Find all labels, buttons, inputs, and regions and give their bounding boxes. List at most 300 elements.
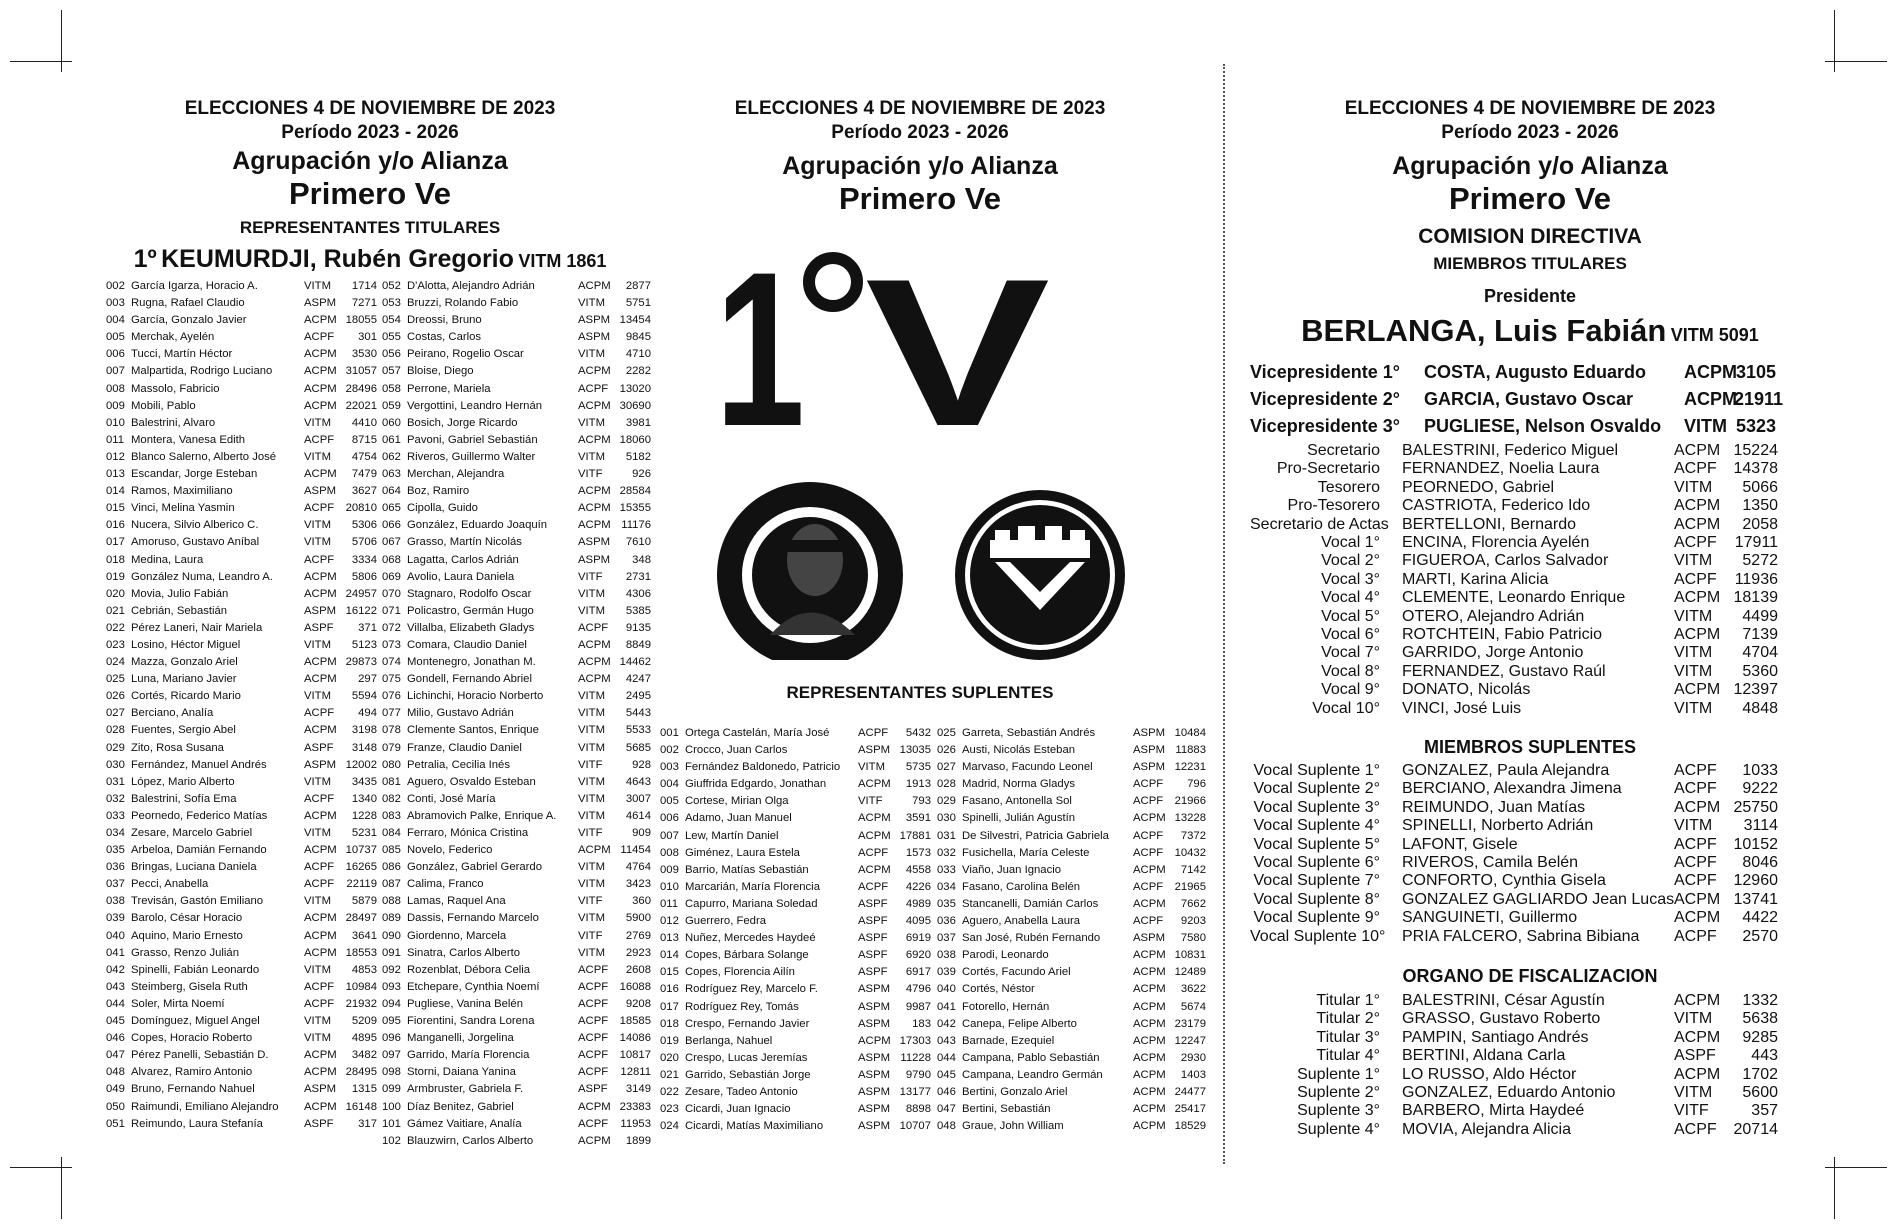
member-name: Copes, Horacio Roberto bbox=[131, 1032, 253, 1045]
role-row bbox=[1250, 534, 1778, 552]
member-id: 6917 bbox=[905, 966, 931, 979]
member-number: 061 bbox=[382, 433, 401, 446]
period: Período 2023 - 2026 bbox=[1441, 122, 1619, 143]
member-category: ACPM bbox=[1133, 1017, 1166, 1030]
role-id: 5066 bbox=[1742, 478, 1778, 496]
member-id: 7142 bbox=[1180, 863, 1206, 876]
member-row bbox=[937, 1084, 1206, 1101]
member-row bbox=[106, 671, 377, 688]
member-id: 4558 bbox=[905, 863, 931, 876]
member-name: Bruno, Fernando Nahuel bbox=[131, 1083, 255, 1096]
member-name: Blauzwirn, Carlos Alberto bbox=[407, 1134, 534, 1147]
shield-icon bbox=[960, 495, 1120, 655]
member-name: Zesare, Marcelo Gabriel bbox=[131, 827, 253, 839]
member-id: 3482 bbox=[351, 1049, 377, 1062]
member-row bbox=[382, 312, 651, 329]
seal-icon bbox=[717, 482, 903, 660]
member-row bbox=[106, 295, 377, 312]
member-id: 28584 bbox=[619, 485, 651, 498]
member-category: ASPF bbox=[858, 897, 888, 910]
role-name: LO RUSSO, Aldo Héctor bbox=[1402, 1065, 1577, 1083]
member-row bbox=[106, 1116, 377, 1133]
member-name: Pérez Panelli, Sebastián D. bbox=[131, 1049, 269, 1062]
member-row bbox=[382, 791, 651, 808]
member-number: 034 bbox=[106, 827, 125, 839]
member-name: Domínguez, Miguel Angel bbox=[131, 1015, 260, 1028]
member-number: 039 bbox=[937, 966, 956, 979]
member-category: ACPM bbox=[1133, 897, 1166, 910]
member-name: González, Gabriel Gerardo bbox=[407, 861, 543, 874]
role-category: ACPM bbox=[1674, 992, 1721, 1009]
group-label: Agrupación y/o Alianza bbox=[1392, 152, 1668, 180]
role-name: PEORNEDO, Gabriel bbox=[1402, 478, 1555, 496]
member-category: VITM bbox=[578, 775, 605, 788]
member-name: Villalba, Elizabeth Gladys bbox=[407, 621, 535, 634]
member-row bbox=[937, 759, 1206, 776]
member-row bbox=[382, 603, 651, 620]
member-number: 016 bbox=[660, 983, 679, 996]
member-row bbox=[382, 705, 651, 722]
role-name: GONZALEZ, Eduardo Antonio bbox=[1402, 1084, 1616, 1101]
member-number: 028 bbox=[937, 778, 956, 791]
election-title: ELECCIONES 4 DE NOVIEMBRE DE 2023 bbox=[184, 98, 556, 119]
member-category: ACPF bbox=[578, 382, 609, 395]
member-row bbox=[106, 381, 377, 398]
member-number: 102 bbox=[382, 1134, 401, 1147]
member-number: 064 bbox=[382, 485, 401, 498]
member-name: Spinelli, Fabián Leonardo bbox=[131, 963, 260, 976]
role-category: VITM bbox=[1674, 478, 1713, 496]
role-id: 4704 bbox=[1742, 644, 1778, 662]
role-label: Vicepresidente 1° bbox=[1250, 362, 1400, 382]
member-number: 012 bbox=[660, 915, 679, 928]
member-name: Gondell, Fernando Abriel bbox=[407, 673, 532, 686]
member-row bbox=[660, 1084, 931, 1101]
member-name: Soler, Mirta Noemí bbox=[131, 997, 225, 1010]
member-category: VITF bbox=[578, 929, 603, 942]
member-row bbox=[106, 637, 377, 654]
member-number: 003 bbox=[660, 761, 679, 774]
member-id: 13454 bbox=[619, 314, 651, 327]
member-number: 024 bbox=[106, 656, 125, 669]
member-row bbox=[106, 791, 377, 808]
role-category: VITF bbox=[1674, 1102, 1709, 1120]
member-row bbox=[106, 500, 377, 517]
crop-mark bbox=[10, 61, 72, 62]
role-label: Suplente 4° bbox=[1297, 1120, 1380, 1138]
period: Período 2023 - 2026 bbox=[281, 122, 459, 143]
member-category: VITM bbox=[578, 809, 605, 822]
member-number: 065 bbox=[382, 502, 401, 515]
role-id: 3114 bbox=[1743, 817, 1778, 835]
member-name: Zesare, Tadeo Antonio bbox=[685, 1085, 798, 1098]
role-label: Vocal 3° bbox=[1321, 570, 1380, 588]
role-name: REIMUNDO, Juan Matías bbox=[1402, 798, 1586, 816]
member-name: Berciano, Analía bbox=[131, 707, 214, 720]
member-category: VITM bbox=[578, 946, 605, 959]
role-id: 25750 bbox=[1733, 798, 1778, 816]
member-id: 23179 bbox=[1174, 1017, 1206, 1030]
member-number: 041 bbox=[106, 946, 125, 959]
member-name: Amoruso, Gustavo Aníbal bbox=[131, 536, 260, 549]
member-name: Raimundi, Emiliano Alejandro bbox=[131, 1100, 279, 1113]
role-category: ACPF bbox=[1674, 534, 1717, 551]
role-row bbox=[1250, 799, 1778, 817]
member-category: ACPF bbox=[1133, 795, 1164, 808]
member-id: 17881 bbox=[899, 829, 931, 842]
member-id: 28496 bbox=[345, 382, 377, 395]
member-row bbox=[382, 808, 651, 825]
group-name: Primero Ve bbox=[289, 176, 451, 211]
member-number: 021 bbox=[106, 604, 125, 617]
member-row bbox=[382, 466, 651, 483]
member-id: 183 bbox=[912, 1017, 931, 1030]
member-row bbox=[660, 845, 931, 862]
member-name: Conti, José María bbox=[407, 792, 496, 805]
member-row bbox=[660, 828, 931, 845]
member-name: Grasso, Renzo Julián bbox=[131, 946, 239, 959]
member-category: ACPM bbox=[578, 1100, 611, 1113]
member-row bbox=[382, 500, 651, 517]
member-number: 041 bbox=[937, 1000, 956, 1013]
member-number: 002 bbox=[660, 744, 679, 757]
member-name: Rodríguez Rey, Marcelo F. bbox=[685, 983, 818, 996]
member-number: 031 bbox=[937, 829, 956, 842]
role-label: Vocal Suplente 4° bbox=[1253, 817, 1380, 835]
member-number: 002 bbox=[106, 280, 125, 292]
member-category: ACPM bbox=[304, 844, 337, 857]
member-row bbox=[382, 654, 651, 671]
member-category: ACPF bbox=[1133, 880, 1164, 893]
member-row bbox=[937, 1067, 1206, 1084]
member-row bbox=[937, 999, 1206, 1016]
member-row bbox=[382, 1047, 651, 1064]
member-category: ASPM bbox=[578, 553, 611, 566]
member-category: ACPF bbox=[304, 861, 335, 874]
role-id: 10152 bbox=[1733, 835, 1778, 853]
member-id: 1315 bbox=[351, 1083, 377, 1096]
member-name: Rugna, Rafael Claudio bbox=[131, 297, 245, 310]
role-label: Vicepresidente 2° bbox=[1250, 389, 1400, 409]
member-id: 2769 bbox=[625, 929, 651, 942]
role-category: ACPF bbox=[1674, 854, 1717, 871]
member-id: 10817 bbox=[619, 1049, 651, 1062]
member-id: 3591 bbox=[905, 812, 931, 825]
member-name: Cipolla, Guido bbox=[407, 502, 478, 515]
member-id: 18529 bbox=[1174, 1120, 1206, 1133]
member-name: Dreossi, Bruno bbox=[407, 314, 482, 327]
member-category: VITM bbox=[304, 963, 331, 976]
member-category: ACPM bbox=[304, 570, 337, 583]
role-row bbox=[1250, 992, 1778, 1010]
member-id: 5123 bbox=[351, 638, 377, 651]
role-row bbox=[1250, 1102, 1778, 1120]
members-list bbox=[106, 278, 377, 1133]
role-row bbox=[1250, 681, 1778, 699]
member-id: 7662 bbox=[1180, 897, 1206, 910]
role-row bbox=[1250, 854, 1778, 872]
member-name: Giuffrida Edgardo, Jonathan bbox=[685, 778, 827, 791]
member-row bbox=[106, 757, 377, 774]
role-category: ACPF bbox=[1674, 780, 1717, 798]
role-label: Secretario de Actas bbox=[1250, 515, 1389, 533]
member-category: ACPM bbox=[304, 946, 337, 959]
member-row bbox=[382, 381, 651, 398]
member-name: Cortese, Mirian Olga bbox=[685, 795, 789, 808]
role-name: COSTA, Augusto Eduardo bbox=[1424, 362, 1646, 382]
member-number: 051 bbox=[106, 1117, 125, 1130]
role-row bbox=[1250, 516, 1778, 534]
member-number: 097 bbox=[382, 1049, 401, 1062]
member-category: ACPM bbox=[578, 280, 611, 292]
member-name: Lichinchi, Horacio Norberto bbox=[407, 690, 544, 703]
member-number: 009 bbox=[106, 399, 125, 412]
member-category: VITM bbox=[578, 416, 605, 429]
member-id: 21965 bbox=[1174, 880, 1206, 893]
member-row bbox=[660, 913, 931, 930]
role-label: Pro-Secretario bbox=[1276, 460, 1380, 478]
member-number: 029 bbox=[106, 741, 125, 754]
member-row bbox=[382, 552, 651, 569]
member-category: VITM bbox=[578, 741, 605, 754]
member-id: 23383 bbox=[619, 1100, 651, 1113]
member-row bbox=[382, 534, 651, 551]
member-id: 29873 bbox=[345, 656, 377, 669]
member-category: VITM bbox=[304, 895, 331, 908]
member-category: ACPM bbox=[858, 1034, 891, 1047]
member-row bbox=[106, 654, 377, 671]
member-number: 003 bbox=[106, 297, 125, 310]
role-name: BERTINI, Aldana Carla bbox=[1402, 1047, 1566, 1065]
member-id: 18585 bbox=[619, 1015, 651, 1028]
member-number: 029 bbox=[937, 795, 956, 808]
role-name: SPINELLI, Norberto Adrián bbox=[1402, 817, 1594, 835]
role-label: Vocal 5° bbox=[1321, 607, 1380, 625]
member-name: Cortés, Ricardo Mario bbox=[131, 690, 241, 703]
member-name: Fotorello, Hernán bbox=[962, 1000, 1050, 1013]
role-category: VITM bbox=[1674, 662, 1713, 680]
members-list bbox=[660, 725, 931, 1135]
member-name: Giménez, Laura Estela bbox=[685, 846, 800, 859]
member-row bbox=[382, 722, 651, 739]
member-name: Boz, Ramiro bbox=[407, 485, 470, 498]
role-label: Pro-Tesorero bbox=[1287, 497, 1380, 515]
member-number: 017 bbox=[106, 536, 125, 549]
role-name: ENCINA, Florencia Ayelén bbox=[1402, 534, 1590, 551]
member-number: 030 bbox=[106, 758, 125, 771]
member-category: VITM bbox=[304, 536, 331, 549]
member-row bbox=[106, 398, 377, 415]
role-name: GONZALEZ GAGLIARDO Jean Lucas bbox=[1402, 890, 1675, 908]
role-id: 4422 bbox=[1742, 909, 1778, 927]
role-label: Vocal Suplente 9° bbox=[1253, 909, 1380, 927]
member-row bbox=[106, 962, 377, 979]
member-category: ACPM bbox=[858, 863, 891, 876]
role-id: 17911 bbox=[1734, 534, 1778, 551]
member-number: 098 bbox=[382, 1066, 401, 1079]
member-number: 011 bbox=[106, 433, 125, 446]
member-row bbox=[382, 483, 651, 500]
member-id: 28497 bbox=[345, 912, 377, 925]
member-name: González, Eduardo Joaquín bbox=[407, 519, 548, 532]
role-label: Tesorero bbox=[1317, 478, 1380, 496]
member-number: 044 bbox=[937, 1051, 956, 1064]
member-name: Copes, Florencia Ailín bbox=[685, 966, 795, 979]
member-number: 043 bbox=[106, 980, 125, 993]
member-row bbox=[937, 742, 1206, 759]
member-row bbox=[382, 1116, 651, 1133]
member-category: ACPM bbox=[304, 1049, 337, 1062]
member-id: 5735 bbox=[905, 761, 931, 774]
member-category: VITM bbox=[304, 1015, 331, 1028]
member-category: ACPM bbox=[304, 399, 337, 412]
role-row bbox=[1250, 817, 1778, 835]
member-name: Cicardi, Matías Maximiliano bbox=[685, 1120, 824, 1133]
role-name: FERNANDEZ, Gustavo Raúl bbox=[1402, 662, 1606, 680]
role-row bbox=[1250, 1029, 1778, 1047]
member-category: VITM bbox=[578, 724, 605, 737]
member-number: 073 bbox=[382, 638, 401, 651]
member-id: 360 bbox=[632, 895, 651, 908]
member-category: VITM bbox=[304, 638, 331, 651]
member-number: 008 bbox=[660, 846, 679, 859]
role-row bbox=[1250, 416, 1776, 437]
member-name: Bosich, Jorge Ricardo bbox=[407, 416, 518, 429]
role-category: ACPM bbox=[1674, 1028, 1721, 1046]
role-label: Vocal Suplente 3° bbox=[1253, 798, 1380, 816]
section-title: REPRESENTANTES TITULARES bbox=[239, 218, 501, 237]
member-category: VITM bbox=[304, 690, 331, 703]
member-row bbox=[106, 1099, 377, 1116]
role-label: Vocal Suplente 6° bbox=[1253, 854, 1380, 871]
member-category: ACPF bbox=[304, 980, 335, 993]
member-id: 12002 bbox=[345, 758, 377, 771]
role-id: 5272 bbox=[1742, 552, 1778, 570]
member-category: ACPM bbox=[578, 638, 611, 651]
member-row bbox=[106, 859, 377, 876]
role-label: Vocal Suplente 10° bbox=[1250, 927, 1386, 945]
member-name: González Numa, Leandro A. bbox=[131, 570, 273, 583]
member-id: 17303 bbox=[899, 1034, 931, 1047]
member-category: VITM bbox=[578, 348, 605, 361]
member-number: 078 bbox=[382, 724, 401, 737]
member-category: ACPF bbox=[578, 1032, 609, 1045]
role-name: BERTELLONI, Bernardo bbox=[1402, 515, 1577, 533]
role-name: CASTRIOTA, Federico Ido bbox=[1402, 497, 1591, 515]
member-number: 070 bbox=[382, 587, 401, 600]
role-id: 357 bbox=[1751, 1102, 1778, 1120]
member-name: Peirano, Rogelio Oscar bbox=[407, 348, 524, 361]
member-row bbox=[660, 947, 931, 964]
member-name: Aguero, Osvaldo Esteban bbox=[407, 775, 536, 788]
role-row bbox=[1250, 479, 1778, 497]
member-number: 033 bbox=[106, 809, 125, 822]
member-id: 16122 bbox=[345, 604, 377, 617]
member-category: ASPF bbox=[858, 949, 888, 962]
election-title: ELECCIONES 4 DE NOVIEMBRE DE 2023 bbox=[1344, 98, 1716, 119]
member-category: ACPF bbox=[304, 707, 335, 720]
member-category: ACPM bbox=[578, 1134, 611, 1147]
member-number: 092 bbox=[382, 963, 401, 976]
member-name: Clemente Santos, Enrique bbox=[407, 724, 539, 737]
member-id: 12247 bbox=[1174, 1034, 1206, 1047]
member-id: 25417 bbox=[1174, 1103, 1206, 1116]
member-name: Stagnaro, Rodolfo Oscar bbox=[407, 587, 532, 600]
member-category: ACPM bbox=[578, 399, 611, 412]
member-name: García, Gonzalo Javier bbox=[131, 314, 247, 327]
crop-mark bbox=[61, 10, 62, 72]
role-category: VITM bbox=[1674, 1084, 1713, 1101]
member-category: ACPM bbox=[304, 587, 337, 600]
member-row bbox=[106, 705, 377, 722]
member-id: 8849 bbox=[625, 638, 651, 651]
member-row bbox=[382, 774, 651, 791]
member-id: 494 bbox=[358, 707, 377, 720]
role-category: ACPM bbox=[1674, 442, 1721, 459]
member-id: 12489 bbox=[1174, 966, 1206, 979]
member-number: 057 bbox=[382, 365, 401, 378]
member-row bbox=[382, 449, 651, 466]
member-id: 10432 bbox=[1174, 846, 1206, 859]
member-name: Balestrini, Alvaro bbox=[131, 416, 216, 429]
member-category: VITM bbox=[304, 519, 331, 532]
role-name: FIGUEROA, Carlos Salvador bbox=[1402, 552, 1609, 570]
member-id: 20810 bbox=[345, 502, 377, 515]
member-row bbox=[382, 859, 651, 876]
member-id: 13228 bbox=[1174, 812, 1206, 825]
member-category: ACPM bbox=[1133, 1120, 1166, 1133]
role-row bbox=[1250, 552, 1778, 570]
member-name: Lagatta, Carlos Adrián bbox=[407, 553, 519, 566]
member-id: 1913 bbox=[905, 778, 931, 791]
role-label: Vocal 6° bbox=[1321, 626, 1380, 643]
member-category: ACPF bbox=[578, 997, 609, 1010]
role-category: ACPF bbox=[1674, 570, 1717, 588]
member-row bbox=[937, 1016, 1206, 1033]
member-id: 4754 bbox=[351, 450, 377, 463]
role-label: Vocal 2° bbox=[1321, 552, 1380, 570]
member-name: Crocco, Juan Carlos bbox=[685, 744, 788, 757]
head-candidate-rank: 1º bbox=[133, 245, 157, 273]
member-category: ACPM bbox=[304, 673, 337, 686]
member-row bbox=[106, 722, 377, 739]
member-category: ACPM bbox=[304, 656, 337, 669]
member-number: 063 bbox=[382, 468, 401, 481]
member-id: 5533 bbox=[625, 724, 651, 737]
role-name: DONATO, Nicolás bbox=[1402, 681, 1531, 699]
member-number: 004 bbox=[106, 314, 125, 327]
role-label: Vocal Suplente 5° bbox=[1253, 835, 1380, 853]
member-category: ASPM bbox=[578, 314, 611, 327]
member-id: 2608 bbox=[625, 963, 651, 976]
members-subtitle: MIEMBROS TITULARES bbox=[1433, 254, 1627, 273]
member-id: 9845 bbox=[625, 331, 651, 344]
role-row bbox=[1250, 442, 1778, 460]
member-number: 021 bbox=[660, 1068, 679, 1081]
member-name: Cortés, Néstor bbox=[962, 983, 1035, 996]
role-row bbox=[1250, 589, 1778, 607]
member-id: 9135 bbox=[625, 621, 651, 634]
member-id: 3198 bbox=[351, 724, 377, 737]
member-name: Crespo, Lucas Jeremías bbox=[685, 1051, 808, 1064]
member-name: Aquino, Mario Ernesto bbox=[131, 929, 243, 942]
member-id: 31057 bbox=[345, 365, 377, 378]
member-row bbox=[106, 825, 377, 842]
member-number: 100 bbox=[382, 1100, 401, 1113]
member-number: 043 bbox=[937, 1034, 956, 1047]
member-name: Escandar, Jorge Esteban bbox=[131, 468, 258, 481]
member-number: 095 bbox=[382, 1015, 401, 1028]
